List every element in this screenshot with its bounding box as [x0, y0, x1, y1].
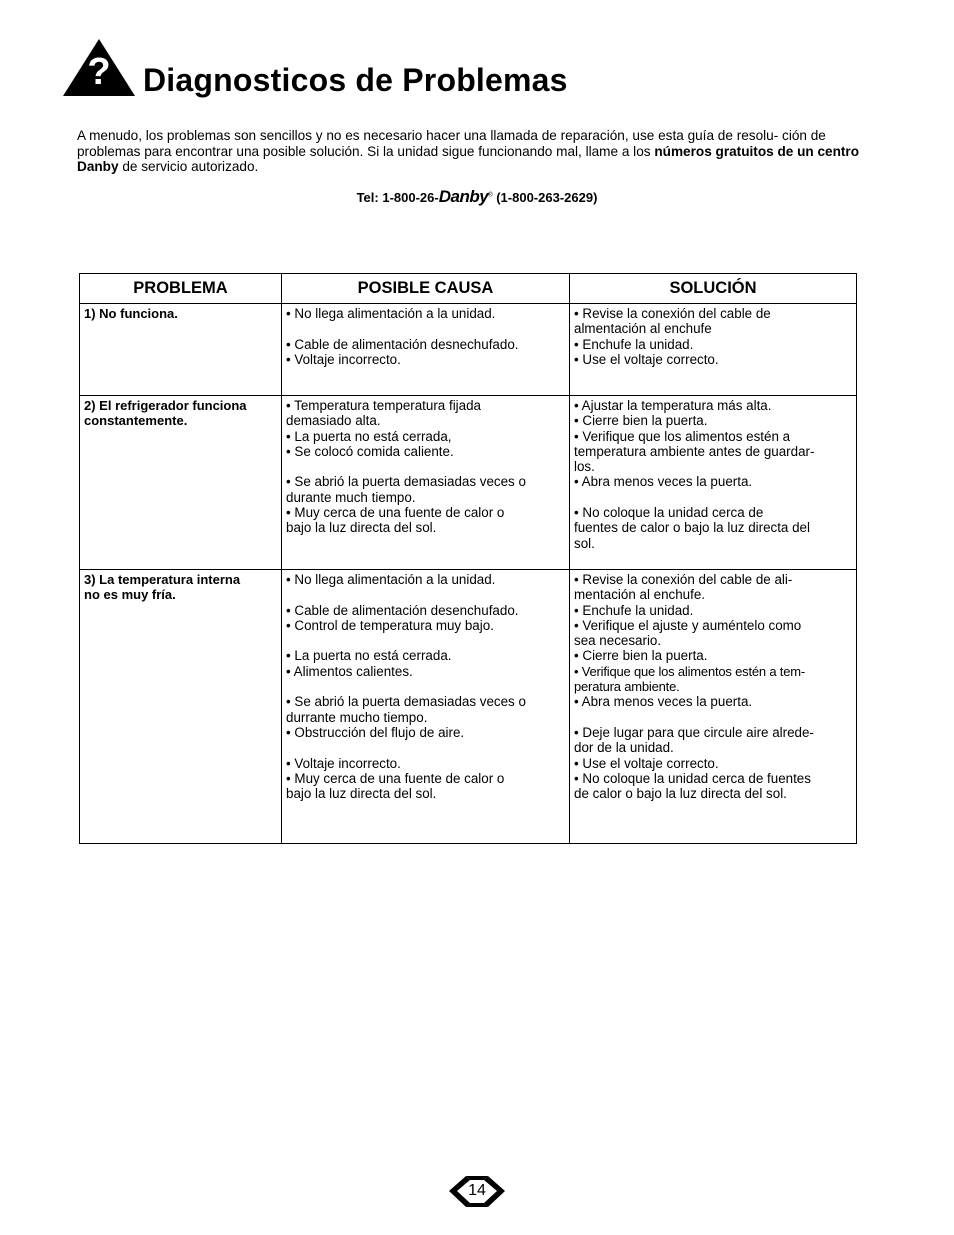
intro-text: A menudo, los problemas son sencillos y no es necesario hacer una llamada de reparación, use esta guía de resolu- ción de problemas para encontrar una posible solución. Si la unidad sigue funcionando mal, llame a los	[77, 128, 826, 159]
cause-cell-line: • La puerta no está cerrada.	[286, 648, 452, 664]
intro-paragraph	[77, 128, 877, 175]
problem-cell-line: 1) No funciona.	[84, 306, 178, 321]
cause-cell-line	[286, 587, 566, 602]
troubleshooting-table	[79, 273, 857, 844]
problem-cell-line: 2) El refrigerador funciona	[84, 398, 247, 413]
cause-cell-line: • No llega alimentación a la unidad.	[286, 572, 496, 587]
danby-logo: Danby	[438, 187, 489, 206]
cause-cell-line: bajo la luz directa del sol.	[286, 786, 437, 802]
cause-cell-line: demasiado alta.	[286, 413, 381, 429]
solution-cell-line: los.	[574, 459, 595, 475]
solution-cell-line: • Enchufe la unidad.	[574, 336, 694, 352]
solution-cell-line	[574, 490, 853, 505]
cause-cell-line: • La puerta no está cerrada,	[286, 428, 452, 444]
cause-cell-line: • Muy cerca de una fuente de calor o	[286, 505, 505, 521]
solution-cell-line: dor de la unidad.	[574, 740, 674, 756]
svg-text:?: ?	[87, 51, 111, 93]
solution-cell-line: temperatura ambiente antes de guardar-	[574, 443, 815, 459]
cause-cell-line	[286, 740, 566, 755]
cause-cell-line: bajo la luz directa del sol.	[286, 520, 437, 536]
cause-cell-line: • Temperatura temperatura fijada	[286, 398, 481, 413]
table-row	[80, 570, 857, 844]
cause-cell	[282, 570, 570, 844]
solution-cell-line: • Use el voltaje correcto.	[574, 755, 719, 771]
cause-cell-line: • Cable de alimentación desnechufado.	[286, 336, 519, 352]
cause-cell	[282, 396, 570, 570]
cause-cell-line: • Obstrucción del flujo de aire.	[286, 724, 465, 740]
cause-cell-line: • Alimentos calientes.	[286, 663, 413, 679]
registered-mark: ®	[488, 192, 493, 199]
header-posible-causa: POSIBLE CAUSA	[282, 274, 570, 304]
solution-cell	[570, 396, 857, 570]
solution-cell	[570, 570, 857, 844]
cause-cell-line: • Cable de alimentación desenchufado.	[286, 602, 519, 618]
solution-cell-line	[574, 710, 853, 725]
page-title: Diagnosticos de Problemas	[143, 62, 568, 98]
problem-cell	[80, 304, 282, 396]
solution-cell-line: • Revise la conexión del cable de	[574, 306, 771, 321]
cause-cell-line: • Voltaje incorrecto.	[286, 755, 401, 771]
table-header-row	[80, 274, 857, 304]
question-warning-icon	[62, 38, 136, 98]
intro-text-end: de servicio autorizado.	[118, 159, 259, 174]
table-row	[80, 304, 857, 396]
problem-cell-line: 3) La temperatura interna	[84, 572, 241, 587]
solution-cell	[570, 304, 857, 396]
solution-cell-line: • No coloque la unidad cerca de	[574, 505, 764, 521]
solution-cell-line: • Ajustar la temperatura más alta.	[574, 398, 772, 413]
intro-bold-text: números gratuitos de un centro Danby	[77, 143, 860, 174]
solution-cell-line: • Deje lugar para que circule aire alrede-	[574, 724, 814, 740]
tel-prefix: Tel: 1-800-26-	[356, 190, 439, 205]
solution-cell-line: peratura ambiente.	[574, 679, 680, 695]
cause-cell-line: • Control de temperatura muy bajo.	[286, 617, 494, 633]
solution-cell-line: • Cierre bien la puerta.	[574, 413, 708, 429]
cause-cell	[282, 304, 570, 396]
cause-cell-line	[286, 321, 566, 336]
solution-cell-line: mentación al enchufe.	[574, 587, 706, 603]
solution-cell-line: • Verifique el ajuste y auméntelo como	[574, 617, 802, 633]
solution-cell-line: • Verifique que los alimentos estén a	[574, 428, 791, 444]
solution-cell-line: de calor o bajo la luz directa del sol.	[574, 786, 787, 802]
cause-cell-line: durrante mucho tiempo.	[286, 709, 428, 725]
cause-cell-line: • Se abrió la puerta demasiadas veces o	[286, 474, 526, 490]
solution-cell-line: • Abra menos veces la puerta.	[574, 474, 753, 490]
solution-cell-line: sol.	[574, 535, 595, 551]
page-number: 14	[468, 1182, 486, 1199]
table-row	[80, 396, 857, 570]
solution-cell-line: • Cierre bien la puerta.	[574, 648, 708, 664]
solution-cell-line: • No coloque la unidad cerca de fuentes	[574, 770, 811, 786]
solution-cell-line: almentación al enchufe	[574, 321, 712, 337]
cause-cell-line: • No llega alimentación a la unidad.	[286, 306, 496, 321]
cause-cell-line: • Voltaje incorrecto.	[286, 351, 401, 367]
solution-cell-line: • Revise la conexión del cable de ali-	[574, 572, 793, 587]
telephone-line	[0, 187, 954, 207]
solution-cell-line: fuentes de calor o bajo la luz directa del	[574, 520, 810, 536]
solution-cell-line: sea necesario.	[574, 633, 662, 649]
problem-cell-line: constantemente.	[84, 413, 188, 429]
cause-cell-line: • Se abrió la puerta demasiadas veces o	[286, 694, 526, 710]
header-problema: PROBLEMA	[80, 274, 282, 304]
solution-cell-line: • Verifique que los alimentos estén a tem-	[574, 663, 806, 679]
cause-cell-line: • Se colocó comida caliente.	[286, 443, 454, 459]
solution-cell-line: • Enchufe la unidad.	[574, 602, 694, 618]
cause-cell-line	[286, 633, 566, 648]
problem-cell-line: no es muy fría.	[84, 587, 176, 603]
problem-cell	[80, 396, 282, 570]
cause-cell-line: • Muy cerca de una fuente de calor o	[286, 770, 505, 786]
tel-suffix: (1-800-263-2629)	[492, 190, 598, 205]
problem-cell	[80, 570, 282, 844]
solution-cell-line: • Abra menos veces la puerta.	[574, 694, 753, 710]
solution-cell-line: • Use el voltaje correcto.	[574, 351, 719, 367]
cause-cell-line	[286, 679, 566, 694]
header-solucion: SOLUCIÓN	[570, 274, 857, 304]
cause-cell-line	[286, 459, 566, 474]
cause-cell-line: durante much tiempo.	[286, 489, 416, 505]
